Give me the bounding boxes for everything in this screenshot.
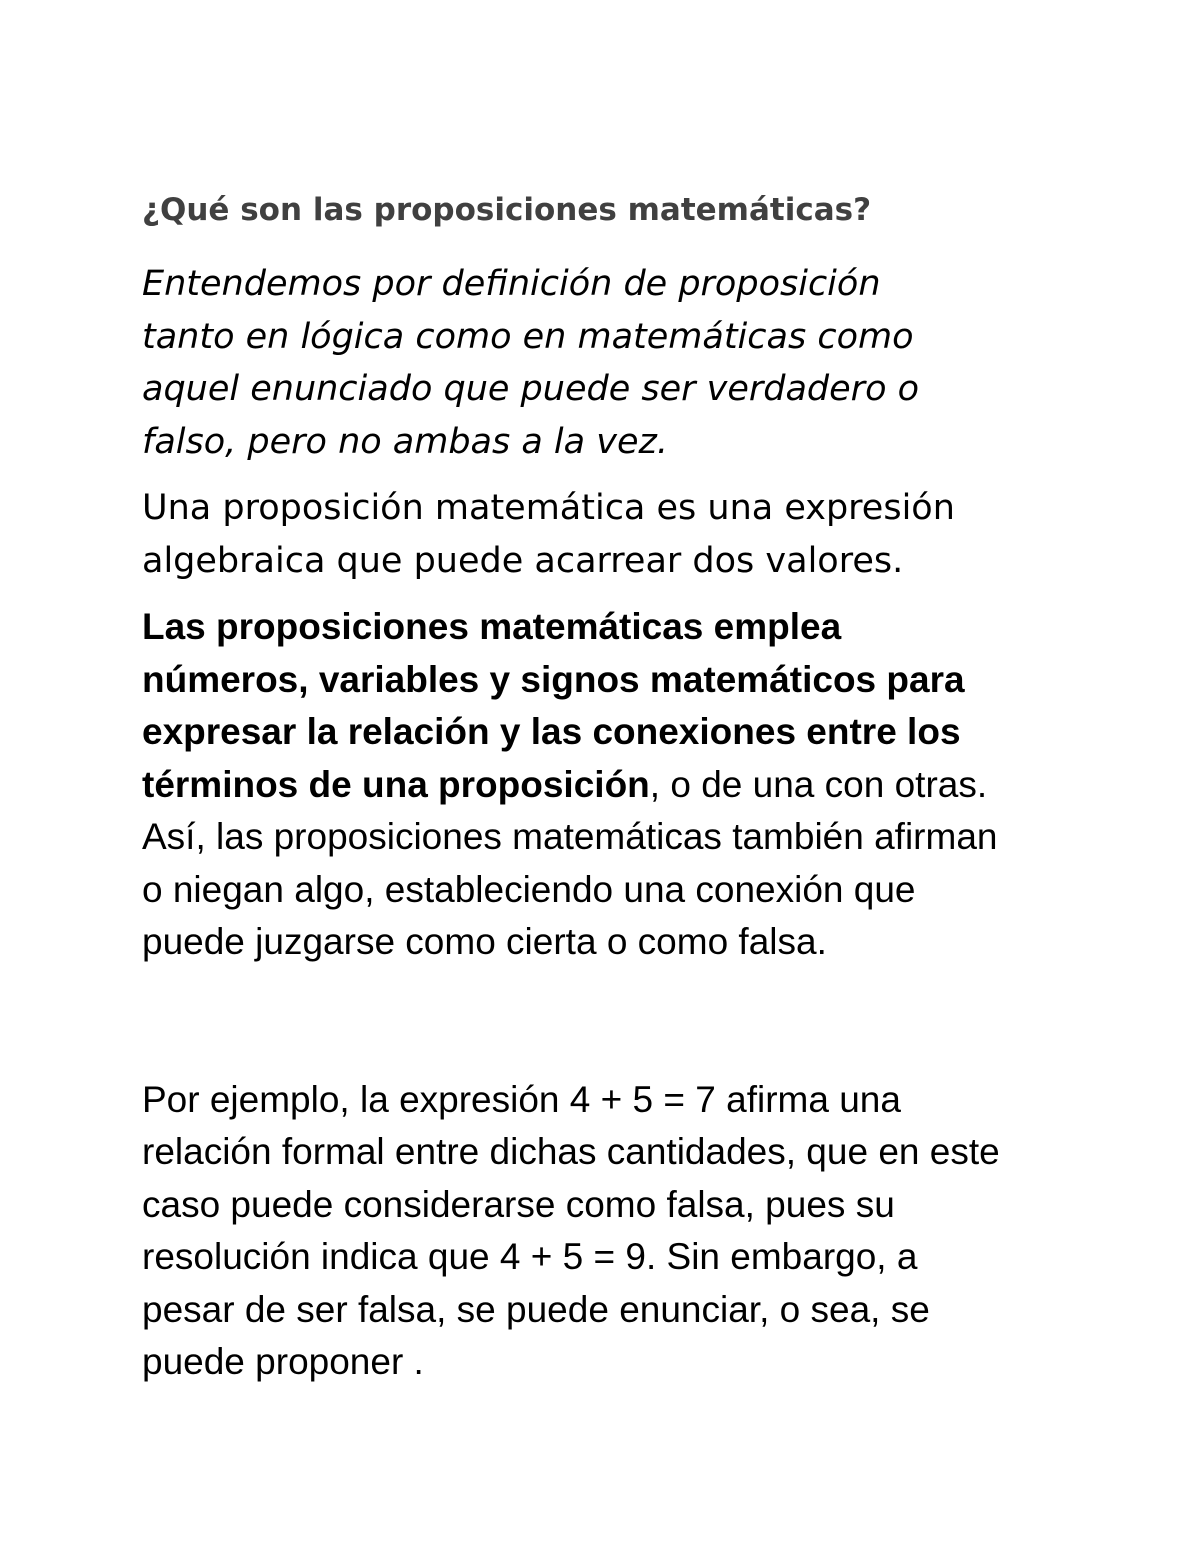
explanation-paragraph <box>142 601 1062 969</box>
statement-paragraph <box>142 482 1062 587</box>
paragraph-line: Por ejemplo, la expresión 4 + 5 = 7 afirma una <box>142 1078 901 1120</box>
definition-line: aquel enunciado que puede ser verdadero o <box>142 369 920 409</box>
statement-line: algebraica que puede acarrear dos valores. <box>142 540 904 581</box>
paragraph-line: caso puede considerarse como falsa, pues su <box>142 1183 895 1225</box>
definition-line: Entendemos por definición de proposición <box>142 264 881 304</box>
document-heading: ¿Qué son las proposiciones matemáticas? <box>142 192 872 228</box>
paragraph-line: resolución indica que 4 + 5 = 9. Sin embargo, a <box>142 1236 918 1277</box>
paragraph-text: , o de una con otras. <box>649 763 988 805</box>
document-body <box>142 188 1062 1389</box>
paragraph-line: o niegan algo, estableciendo una conexión que <box>142 868 916 910</box>
bold-text: Las proposiciones matemáticas emplea <box>142 606 842 647</box>
statement-line: Una proposición matemática es una expresión <box>142 488 955 528</box>
blank-line <box>142 969 1062 1074</box>
definition-line: falso, pero no ambas a la vez. <box>142 421 668 462</box>
paragraph-line: pesar de ser falsa, se puede enunciar, o sea, se <box>142 1288 930 1330</box>
bold-text: números, variables y signos matemáticos para <box>142 658 965 700</box>
bold-text: expresar la relación y las conexiones entre los <box>142 711 961 752</box>
example-paragraph <box>142 1074 1062 1389</box>
paragraph-line: puede juzgarse como cierta o como falsa. <box>142 921 827 962</box>
paragraph-line: relación formal entre dichas cantidades, que en este <box>142 1131 1000 1172</box>
definition-line: tanto en lógica como en matemáticas como <box>142 316 914 357</box>
paragraph-line: Así, las proposiciones matemáticas también afirman <box>142 816 998 857</box>
definition-paragraph <box>142 258 1062 468</box>
paragraph-line: puede proponer . <box>142 1341 424 1382</box>
bold-text: términos de una proposición <box>142 763 650 805</box>
